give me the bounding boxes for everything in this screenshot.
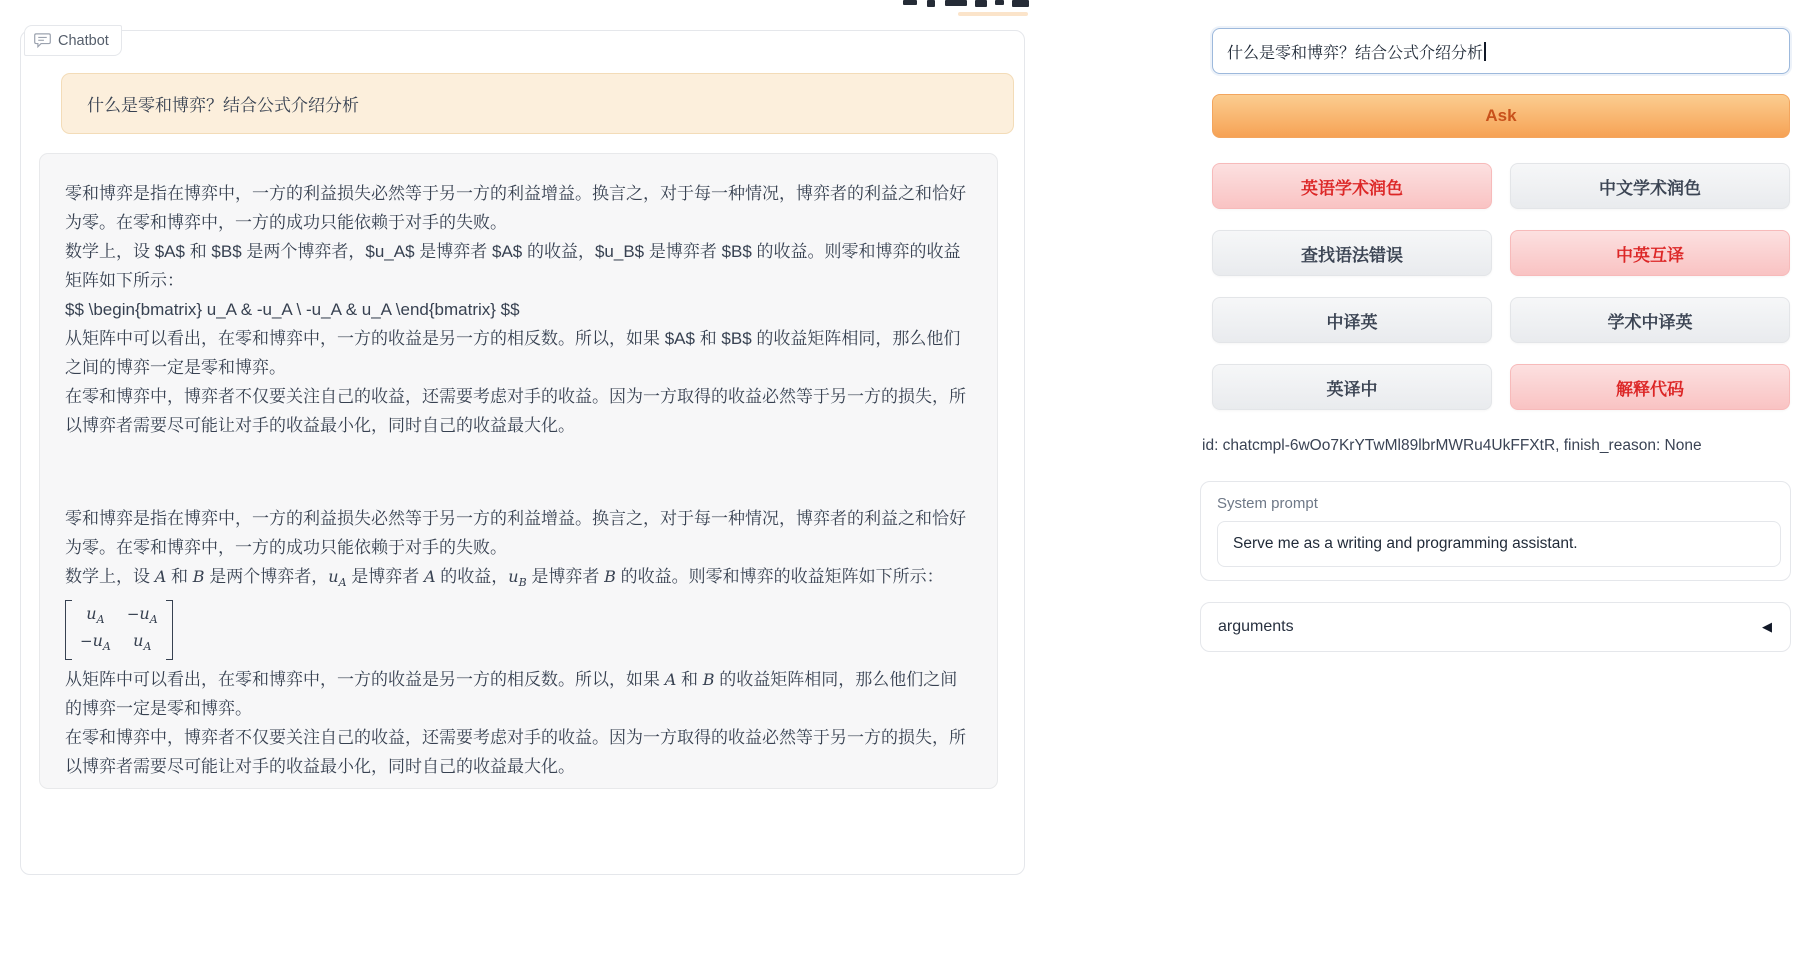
accordion-label: arguments xyxy=(1218,618,1294,635)
inline-math: A xyxy=(154,567,167,586)
bot-raw-markdown-block xyxy=(65,179,972,440)
function-button-2[interactable]: 中文学术润色 xyxy=(1510,163,1790,209)
chatbot-panel xyxy=(20,30,1025,875)
inline-math: $u_A$ xyxy=(328,567,347,590)
function-button-3[interactable]: 查找语法错误 xyxy=(1212,230,1492,276)
bot-raw-paragraph: 从矩阵中可以看出，在零和博弈中，一方的收益是另一方的相反数。所以，如果 $A$ 和 $B$ 的收益矩阵相同，那么他们之间的博弈一定是零和博弈。 xyxy=(65,329,961,377)
bot-rendered-paragraph: 在零和博弈中，博弈者不仅要关注自己的收益，还需要考虑对手的收益。因为一方取得的收益必然等于另一方的损失，所以博弈者需要尽可能让对手的收益最小化，同时自己的收益最大化。 xyxy=(65,728,966,777)
inline-math: $u_B$ xyxy=(508,567,527,590)
bot-rendered-paragraph: 从矩阵中可以看出，在零和博弈中，一方的收益是另一方的相反数。所以，如果 A 和 B 的收益矩阵相同，那么他们之间的博弈一定是零和博弈。 xyxy=(65,670,958,719)
function-button-6[interactable]: 学术中译英 xyxy=(1510,297,1790,343)
system-prompt-card xyxy=(1200,481,1791,581)
title-underline-fragment xyxy=(958,12,1028,16)
matrix-grid xyxy=(72,600,166,660)
bot-raw-paragraph: $$ \begin{bmatrix} u_A & -u_A \ -u_A & u_A \end{bmatrix} $$ xyxy=(65,300,520,319)
bot-raw-paragraph: 零和博弈是指在博弈中，一方的利益损失必然等于另一方的利益增益。换言之，对于每一种情况，博弈者的利益之和恰好为零。在零和博弈中，一方的成功只能依赖于对手的失败。 xyxy=(65,184,966,232)
function-button-5[interactable]: 中译英 xyxy=(1212,297,1492,343)
control-column xyxy=(1200,0,1791,961)
chatbot-label-text: Chatbot xyxy=(58,32,109,49)
payoff-matrix xyxy=(65,600,173,660)
bot-raw-paragraph: 在零和博弈中，博弈者不仅要关注自己的收益，还需要考虑对手的收益。因为一方取得的收益必然等于另一方的损失，所以博弈者需要尽可能让对手的收益最小化，同时自己的收益最大化。 xyxy=(65,387,966,435)
question-input-value: 什么是零和博弈？结合公式介绍分析 xyxy=(1227,44,1484,62)
system-prompt-input[interactable] xyxy=(1217,521,1781,567)
inline-math: A xyxy=(664,670,677,690)
user-message-text: 什么是零和博弈？结合公式介绍分析 xyxy=(87,96,359,115)
function-button-1[interactable]: 英语学术润色 xyxy=(1212,163,1492,209)
inline-math: $u_A$ xyxy=(86,604,105,627)
matrix-right-bracket xyxy=(166,600,173,660)
inline-math: B xyxy=(604,567,616,586)
function-button-4[interactable]: 中英互译 xyxy=(1510,230,1790,276)
bot-raw-paragraph: 数学上，设 $A$ 和 $B$ 是两个博弈者，$u_A$ 是博弈者 $A$ 的收益，$u_B$ 是博弈者 $B$ 的收益。则零和博弈的收益矩阵如下所示： xyxy=(65,242,961,290)
status-line: id: chatcmpl-6wOo7KrYTwMl89lbrMWRu4UkFFXtR, finish_reason: None xyxy=(1202,437,1702,454)
function-button-8[interactable]: 解释代码 xyxy=(1510,364,1790,410)
inline-math: B xyxy=(702,670,715,690)
inline-math: A xyxy=(423,567,436,586)
function-button-7[interactable]: 英译中 xyxy=(1212,364,1492,410)
inline-math: $-u_A$ xyxy=(126,604,158,627)
system-prompt-label: System prompt xyxy=(1217,495,1318,512)
matrix-left-bracket xyxy=(65,600,72,660)
bot-rendered-paragraph: 数学上，设 A 和 B 是两个博弈者，$u_A$ 是博弈者 A 的收益，$u_B$ 是博弈者 B 的收益。则零和博弈的收益矩阵如下所示： xyxy=(65,567,944,590)
chatbot-label xyxy=(24,25,122,56)
matrix-cell xyxy=(80,603,111,630)
bot-block-gap xyxy=(65,440,972,504)
bot-message-bubble xyxy=(39,153,998,789)
chat-bubble-icon xyxy=(34,33,51,48)
ask-button[interactable]: Ask xyxy=(1212,94,1790,138)
system-prompt-value: Serve me as a writing and programming assistant. xyxy=(1233,535,1578,552)
text-cursor xyxy=(1484,42,1486,61)
matrix-cell xyxy=(80,630,111,657)
bot-rendered-block xyxy=(65,504,972,781)
matrix-cell xyxy=(127,630,158,657)
arguments-accordion[interactable] xyxy=(1200,602,1791,652)
question-input[interactable] xyxy=(1212,28,1790,74)
inline-math: B xyxy=(192,567,205,586)
inline-math: $u_A$ xyxy=(133,631,152,654)
user-message-bubble xyxy=(61,73,1014,134)
inline-math: $-u_A$ xyxy=(80,631,111,654)
accordion-collapsed-icon: ◀ xyxy=(1762,619,1772,634)
bot-rendered-paragraph: 零和博弈是指在博弈中，一方的利益损失必然等于另一方的利益增益。换言之，对于每一种情况，博弈者的利益之和恰好为零。在零和博弈中，一方的成功只能依赖于对手的失败。 xyxy=(65,509,966,557)
function-button-grid xyxy=(1212,163,1790,410)
matrix-cell xyxy=(127,603,158,630)
